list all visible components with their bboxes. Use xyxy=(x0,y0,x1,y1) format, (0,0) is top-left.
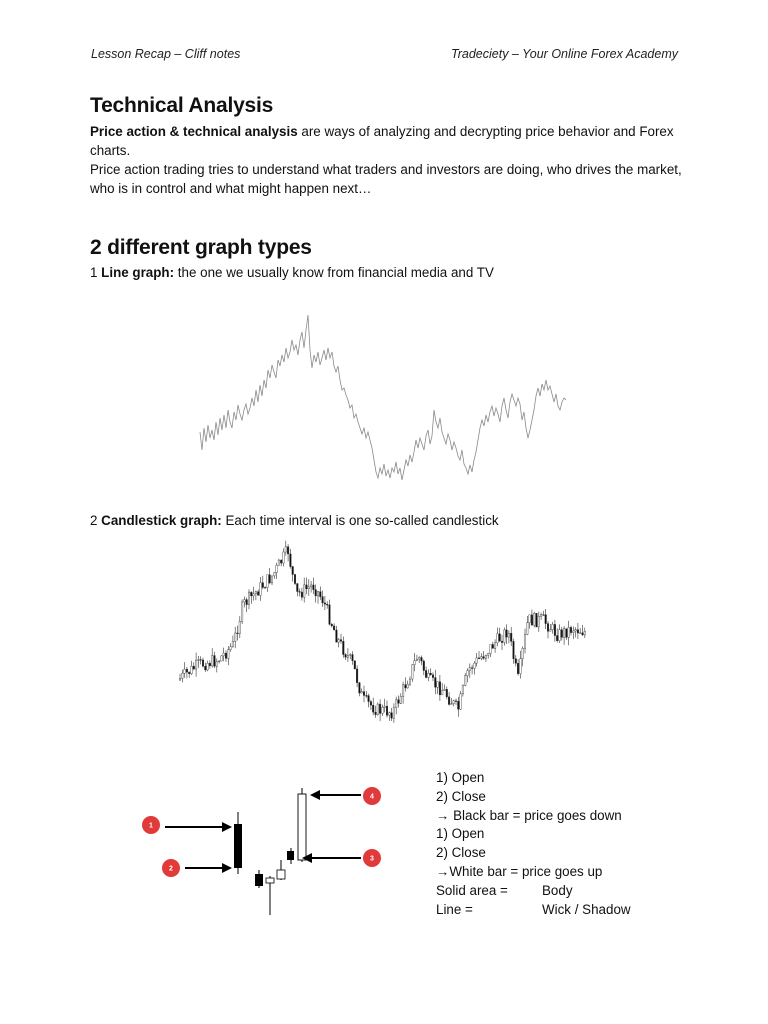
candle-graph-num: 2 xyxy=(90,513,102,528)
candle-body xyxy=(582,633,584,635)
candle-body xyxy=(464,676,466,686)
candle-body xyxy=(458,701,460,709)
candle-body xyxy=(262,583,264,588)
legend-line-value: Wick / Shadow xyxy=(542,901,631,917)
legend-white-result-row xyxy=(436,863,622,882)
candle-body xyxy=(474,663,476,668)
legend-line-row xyxy=(436,901,631,920)
candle-body xyxy=(228,650,230,659)
candle-body xyxy=(439,682,441,695)
candle-body xyxy=(568,627,570,637)
candle-body xyxy=(494,643,496,648)
candle-body xyxy=(510,633,512,641)
candle-body xyxy=(554,624,556,635)
arrow-1 xyxy=(165,822,232,832)
candle-body xyxy=(584,631,586,635)
candle-body xyxy=(347,655,349,657)
candle-body xyxy=(483,657,485,659)
candle-body xyxy=(425,670,427,677)
candle-body xyxy=(515,659,517,664)
candle-body xyxy=(207,663,209,670)
candle-body xyxy=(400,696,402,703)
candle-body xyxy=(234,633,236,641)
candle-body xyxy=(336,630,338,642)
candle-body xyxy=(531,615,533,625)
candle-body xyxy=(441,690,443,694)
legend-white-result: White bar = price goes up xyxy=(449,863,603,879)
candle-body xyxy=(308,587,310,589)
candle-body xyxy=(384,706,386,707)
candle-body xyxy=(536,613,538,627)
candle-body xyxy=(529,615,531,623)
candle-body xyxy=(315,590,317,596)
candle-body xyxy=(274,573,276,576)
candle-body xyxy=(476,658,478,663)
candle-body xyxy=(333,626,335,630)
candle-body xyxy=(267,575,269,588)
candle-body xyxy=(469,668,471,671)
legend-black-open: 1) Open xyxy=(436,770,485,785)
candle-body xyxy=(184,669,186,673)
candle-body xyxy=(340,640,342,642)
badge-4 xyxy=(363,787,381,805)
candle-body xyxy=(338,640,340,643)
candle-body xyxy=(389,713,391,716)
candle-body xyxy=(527,623,529,635)
candle-body xyxy=(481,657,483,659)
candle-body xyxy=(356,669,358,683)
candle-graph-bold: Candlestick graph: xyxy=(101,513,222,528)
candle-body xyxy=(239,621,241,633)
candle-body xyxy=(237,633,239,634)
candle-body xyxy=(402,685,404,697)
candle-body xyxy=(253,594,255,596)
candle-body xyxy=(306,585,308,589)
header-left: Lesson Recap – Cliff notes xyxy=(91,47,241,61)
legend-white-open: 1) Open xyxy=(436,826,485,842)
candle-body xyxy=(575,630,577,631)
intro-rest: are ways of analyzing and decrypting price behavior and Forex charts. xyxy=(90,124,674,158)
price-action-paragraph: Price action trading tries to understand what traders and investors are doing, who drives the market, who is in control and what might happen next… xyxy=(90,162,682,196)
candle-body xyxy=(188,672,190,674)
candle-body xyxy=(545,615,547,624)
candle-body xyxy=(366,695,368,696)
candle-body xyxy=(471,668,473,669)
line-graph-bold: Line graph: xyxy=(101,265,175,280)
candle-body xyxy=(345,655,347,658)
candle-body xyxy=(292,567,294,575)
candle-body xyxy=(361,692,363,693)
candle-body xyxy=(317,592,319,596)
badge-2 xyxy=(162,859,180,877)
candle-body xyxy=(255,592,257,594)
candle-body xyxy=(303,585,305,597)
candle-body xyxy=(205,666,207,670)
line-graph-rest: the one we usually know from financial media and TV xyxy=(174,265,494,280)
candle-body xyxy=(391,713,393,719)
candle-body xyxy=(331,624,333,626)
candle-body xyxy=(375,712,377,714)
candle-body xyxy=(320,592,322,597)
legend-black-close: 2) Close xyxy=(436,788,486,804)
candle-body xyxy=(352,655,354,661)
candle-5-body xyxy=(287,851,294,860)
candle-body xyxy=(322,597,324,603)
candle-body xyxy=(232,641,234,646)
candle-body xyxy=(349,655,351,656)
candle-body xyxy=(372,705,374,712)
candle-body xyxy=(538,616,540,627)
candle-body xyxy=(179,678,181,680)
candle-body xyxy=(407,684,409,688)
candle-body xyxy=(435,678,437,688)
candle-body xyxy=(354,661,356,669)
candle-body xyxy=(329,605,331,624)
line-graph-caption xyxy=(90,265,494,280)
candle-6-body xyxy=(298,794,306,860)
candle-body xyxy=(195,660,197,669)
candle-body xyxy=(297,584,299,592)
candle-body xyxy=(280,560,282,563)
candle-body xyxy=(556,636,558,641)
candle-body xyxy=(451,704,453,705)
candle-body xyxy=(490,644,492,653)
candle-body xyxy=(524,634,526,648)
candle-body xyxy=(271,576,273,583)
candle-body xyxy=(446,689,448,697)
candle-body xyxy=(487,653,489,655)
candle-body xyxy=(405,685,407,688)
legend-white-close: 2) Close xyxy=(436,845,486,861)
candle-body xyxy=(269,575,271,583)
intro-paragraph xyxy=(90,122,690,160)
candle-body xyxy=(563,629,565,638)
candle-body xyxy=(251,592,253,596)
candle-body xyxy=(363,692,365,696)
candle-body xyxy=(379,704,381,713)
badge-3 xyxy=(363,849,381,867)
candle-body xyxy=(290,554,292,567)
candle-body xyxy=(202,660,204,666)
candle-body xyxy=(506,630,508,637)
candle-body xyxy=(368,696,370,702)
arrow-icon: → xyxy=(436,863,450,879)
candle-body xyxy=(543,615,545,616)
candle-body xyxy=(448,697,450,705)
candle-body xyxy=(520,659,522,674)
candle-body xyxy=(421,657,423,661)
candle-body xyxy=(460,694,462,709)
candle-body xyxy=(444,689,446,690)
line-graph xyxy=(198,310,570,485)
candle-body xyxy=(283,552,285,563)
candle-body xyxy=(223,653,225,656)
legend-black-result: Black bar = price goes down xyxy=(453,807,622,823)
candle-body xyxy=(552,624,554,629)
candle-body xyxy=(566,629,568,638)
candle-body xyxy=(561,630,563,638)
candle-body xyxy=(499,634,501,641)
candle-body xyxy=(393,708,395,719)
candle-2-body xyxy=(255,874,263,886)
svg-text:3: 3 xyxy=(370,855,374,863)
candle-body xyxy=(225,653,227,658)
candle-body xyxy=(287,547,289,554)
arrow-2 xyxy=(185,863,232,873)
candle-body xyxy=(299,591,301,592)
candle-body xyxy=(382,707,384,713)
arrow-3 xyxy=(302,853,361,863)
badge-1 xyxy=(142,816,160,834)
candle-body xyxy=(209,663,211,666)
candlestick-legend xyxy=(436,769,631,919)
candle-body xyxy=(559,630,561,641)
candle-body xyxy=(579,633,581,634)
candle-body xyxy=(246,600,248,605)
legend-solid-label: Solid area = xyxy=(436,882,508,898)
legend-line-label: Line = xyxy=(436,901,473,917)
intro-bold: Price action & technical analysis xyxy=(90,124,298,139)
candle-body xyxy=(485,655,487,658)
candle-body xyxy=(522,648,524,658)
candle-body xyxy=(455,701,457,702)
candle-body xyxy=(214,656,216,667)
candle-body xyxy=(423,661,425,670)
candle-body xyxy=(492,644,494,648)
candle-body xyxy=(517,663,519,673)
candle-body xyxy=(540,615,542,617)
candle-body xyxy=(573,631,575,633)
candle-body xyxy=(386,706,388,715)
arrow-4 xyxy=(310,790,361,800)
candle-body xyxy=(416,659,418,661)
svg-text:1: 1 xyxy=(149,822,153,830)
header-right: Tradeciety – Your Online Forex Academy xyxy=(451,47,678,61)
section-title-graph-types: 2 different graph types xyxy=(90,236,312,259)
candle-body xyxy=(497,634,499,643)
candle-1-body xyxy=(234,824,242,868)
line-graph-path xyxy=(200,315,566,480)
candle-body xyxy=(276,565,278,572)
candlestick-graph-caption xyxy=(90,513,499,528)
candle-body xyxy=(343,641,345,654)
candle-body xyxy=(570,627,572,632)
candle-body xyxy=(504,630,506,643)
candle-body xyxy=(533,613,535,625)
candle-body xyxy=(432,675,434,678)
candle-body xyxy=(216,662,218,667)
legend-black-result-row xyxy=(436,807,622,826)
candle-body xyxy=(501,641,503,642)
candle-body xyxy=(200,660,202,661)
candle-body xyxy=(310,585,312,587)
candle-body xyxy=(182,673,184,678)
candle-body xyxy=(211,656,213,666)
candle-body xyxy=(414,661,416,665)
candle-3-body xyxy=(266,878,274,883)
candle-body xyxy=(257,592,259,596)
candle-body xyxy=(230,647,232,650)
candle-body xyxy=(453,701,455,704)
candle-body xyxy=(478,658,480,659)
candle-body xyxy=(508,633,510,637)
candle-body xyxy=(577,630,579,633)
candle-body xyxy=(324,603,326,604)
candlestick-anatomy-diagram xyxy=(135,780,395,920)
candle-body xyxy=(547,624,549,632)
candle-body xyxy=(241,602,243,621)
candle-body xyxy=(313,585,315,590)
candle-body xyxy=(550,630,552,632)
candle-4-body xyxy=(277,870,285,879)
legend-solid-value: Body xyxy=(542,882,573,898)
candle-body xyxy=(264,587,266,588)
candle-body xyxy=(377,704,379,715)
candle-body xyxy=(198,660,200,661)
candlestick-graph xyxy=(178,540,590,735)
candle-body xyxy=(248,592,250,605)
legend-solid-row xyxy=(436,882,622,901)
candle-body xyxy=(285,547,287,552)
candle-body xyxy=(428,673,430,677)
section-title-technical-analysis: Technical Analysis xyxy=(90,94,274,117)
candle-body xyxy=(301,592,303,597)
candle-body xyxy=(467,671,469,676)
candle-body xyxy=(278,560,280,565)
arrow-icon: → xyxy=(436,807,450,823)
candle-body xyxy=(294,574,296,583)
candle-body xyxy=(326,604,328,605)
candle-body xyxy=(260,583,262,596)
candle-body xyxy=(370,702,372,706)
candle-body xyxy=(191,666,193,674)
candle-body xyxy=(398,700,400,704)
candle-body xyxy=(359,683,361,693)
candle-body xyxy=(462,685,464,693)
candle-body xyxy=(513,641,515,658)
candle-body xyxy=(418,657,420,659)
candle-body xyxy=(409,679,411,684)
candle-body xyxy=(218,661,220,662)
candle-body xyxy=(221,656,223,661)
candle-body xyxy=(395,700,397,708)
line-graph-num: 1 xyxy=(90,265,102,280)
candle-body xyxy=(430,673,432,675)
svg-text:2: 2 xyxy=(169,865,173,873)
candle-body xyxy=(244,600,246,602)
candle-body xyxy=(412,665,414,679)
candle-body xyxy=(193,666,195,669)
svg-text:4: 4 xyxy=(370,793,374,801)
candle-body xyxy=(437,682,439,688)
candle-graph-rest: Each time interval is one so-called candlestick xyxy=(221,513,499,528)
candle-body xyxy=(186,669,188,672)
